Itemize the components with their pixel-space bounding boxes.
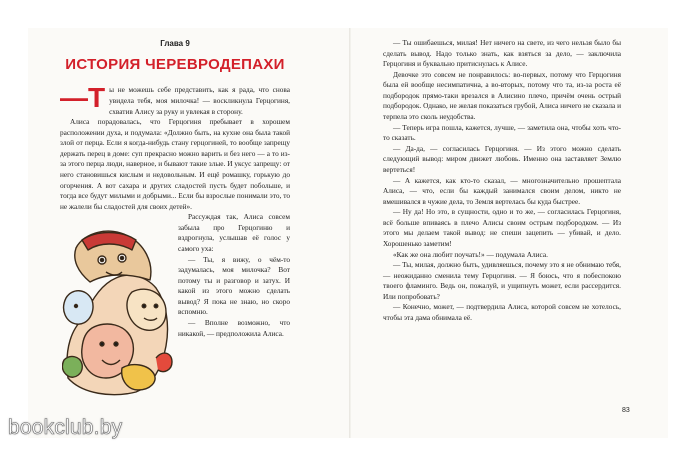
chapter-label: Глава 9	[160, 39, 190, 48]
paragraph: «Как же она любит поучать!» — подумала Алиса.	[393, 249, 548, 259]
paragraph: — Теперь игра пошла, кажется, лучше, — заметила она, чтобы хоть что-то сказать.	[383, 122, 621, 143]
paragraph: — Ты, милая, должно быть, удивляешься, почему это я не обнимаю тебя, — неожиданно сменила тему Герцогиня. — Я боюсь, что я побеспокою твоего фламинго. Ведь он, пожалуй, и ущипнуть может, если рассердится. Или попробовать?	[383, 260, 621, 301]
drop-cap: —Т	[60, 82, 106, 114]
paragraph: — Да-да, — согласилась Герцогиня. — Из этого можно сделать следующий вывод: миром движет любовь. Именно она заставляет Землю вертеться!	[383, 143, 621, 174]
paragraph: Алиса порадовалась, что Герцогиня пребывает в хорошем расположении духа, и подумала: «Должно быть, на кухне она была такой злой от перца. Если я когда-нибудь стану герцогиней, то вообще запрещу держать перец в доме: суп прекрасно можно варить и без него — а то из-за этого перца люди, наверное, и бывают такие злые. И уксус запрещу: от него становишься кислым и недовольным. И ещё ромашку, горькую до огорчения. А вот сахара и других сладостей пусть будет побольше, и тогда все будут милыми и добрыми... Если бы взрослые понимали это, то не жалели бы сладостей для своих детей».	[60, 117, 290, 211]
chapter-title: ИСТОРИЯ ЧЕРЕВРОДЕПАХИ	[65, 55, 285, 73]
paragraph: Девочке это совсем не понравилось: во-первых, потому что Герцогиня была ей вообще несимпатична, а во-вторых, потому что та, из-за роста её подбородок прямо-таки врезался в Алисино плечо, причём очень острый подбородок. Однако, не желая показаться грубой, Алиса ничего не сказала и терпела это сколь неудобства.	[383, 69, 621, 122]
book-gutter	[349, 28, 351, 438]
paragraph: — А кажется, как кто-то сказал, — многозначительно прошептала Алиса, — что, если бы каждый занимался своим делом, никто не вмешивался в чужие дела, то Земля вертелась бы куда быстрее.	[383, 175, 621, 206]
watermark: bookclub.by	[8, 416, 123, 439]
paragraph: — Конечно, может, — подтвердила Алиса, которой совсем не хотелось, чтобы эта дама обнимала её.	[383, 302, 621, 323]
duchess-cook-baby-illustration	[62, 228, 174, 396]
paragraph: — Вполне возможно, что никакой, — предположила Алиса.	[178, 318, 290, 338]
paragraph: — Ты ошибаешься, милая! Нет ничего на свете, из чего нельзя было бы сделать вывод. Надо только знать, как взяться за дело, — заключила Герцогиня и буквально притиснулась к Алисе.	[383, 38, 621, 69]
page-number: 83	[622, 407, 630, 414]
paragraph: — Ты, я вижу, о чём-то задумалась, моя милочка? Вот потому ты и разговор и затух. И какой из этого можно сделать вывод? Я пока не знаю, но скоро вспомню.	[178, 254, 290, 317]
paragraph: —Т ы не можешь себе представить, как я рада, что снова увидела тебя, моя милочка! — воскликнула Герцогиня, схватив Алису за руку и увлекая в сторону.	[60, 82, 290, 116]
paragraph: — Ну да! Но это, в сущности, одно и то же, — согласилась Герцогиня, всё больше впиваясь в плечо Алисы своим острым подбородком. — Из этого мы делаем такой вывод: не спеши зацепить — убивай, и дело. Хорошенько заметим!	[383, 207, 621, 248]
paragraph: Рассуждая так, Алиса совсем забыла про Герцогиню и вздрогнула, услышав её голос у самого уха:	[178, 212, 290, 254]
right-page	[383, 38, 621, 324]
